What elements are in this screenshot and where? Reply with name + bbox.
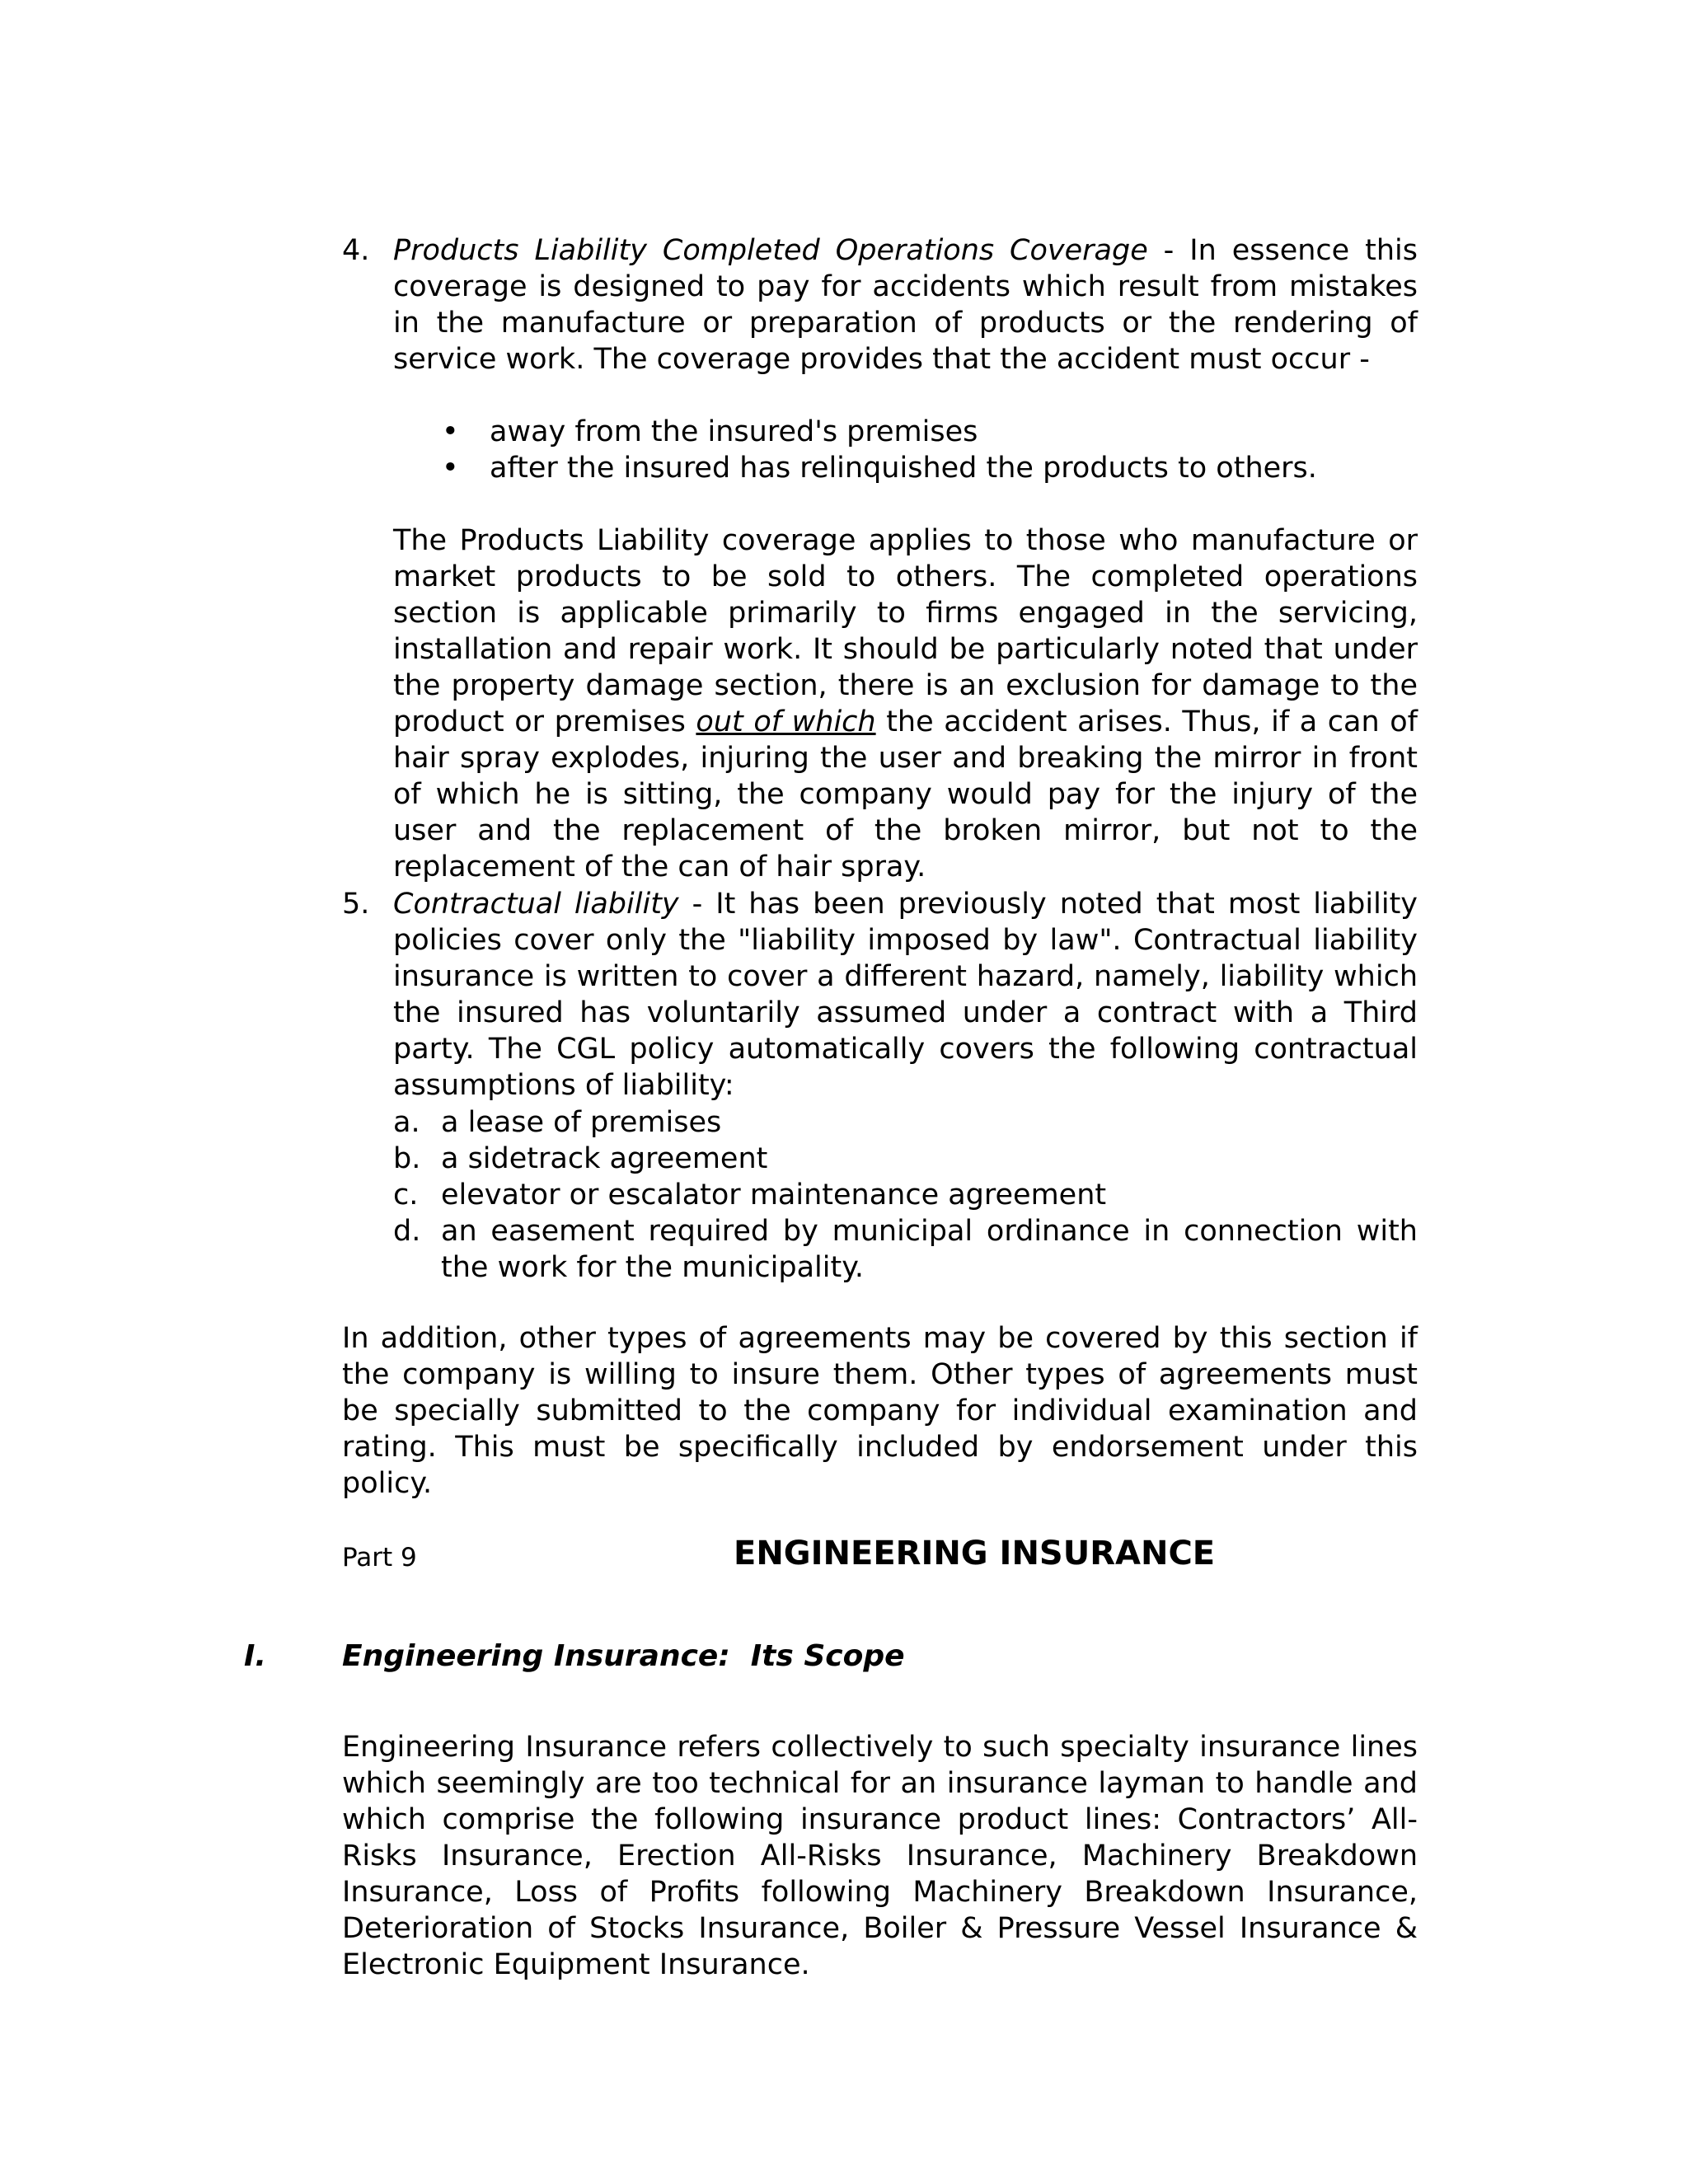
lettered-text: an easement required by municipal ordinance in connection with the work for the municipality.: [441, 1215, 1418, 1284]
paragraph-text: The Products Liability coverage applies to those who manufacture or market products to be sold to others. The completed operations section is applicable primarily to firms engaged in the servicing, installation and repair work. It should be particularly noted that under the property damage section, there is an exclusion for damage to the product or premises: [393, 524, 1418, 738]
item-term: Contractual liability: [393, 888, 679, 921]
paragraph-emphasis: out of which: [696, 705, 876, 738]
letter-mark: c.: [393, 1179, 419, 1212]
item-term: Products Liability Completed Operations Coverage: [393, 234, 1148, 267]
letter-mark: a.: [393, 1106, 420, 1139]
bullet-icon: •: [442, 415, 459, 448]
paragraph-text: the accident arises. Thus, if a can of hair spray explodes, injuring the user and breaking the mirror in front of which he is sitting, the company would pay for the injury of the user and the replacement of the broken mirror, but not to the replacement of the can of hair spray.: [393, 705, 1418, 883]
bullet-icon: •: [442, 452, 459, 485]
bullet-list: [442, 414, 1414, 486]
lettered-list: [393, 1104, 1418, 1286]
addition-paragraph: In addition, other types of agreements may be covered by this section if the company is willing to insure them. Other types of agreements must be specially submitted to the company for individual examination and rating. This must be specifically included by endorsement under this policy.: [342, 1322, 1418, 1500]
part-heading: ENGINEERING INSURANCE: [734, 1535, 1216, 1572]
lettered-item: [393, 1177, 1418, 1213]
lettered-text: elevator or escalator maintenance agreement: [441, 1179, 1107, 1212]
section-number: I.: [244, 1639, 267, 1673]
lettered-text: a lease of premises: [441, 1106, 722, 1139]
section-paragraph: Engineering Insurance refers collectively to such specialty insurance lines which seemingly are too technical for an insurance layman to handle and which comprise the following insurance product lines: Contractors’ All-Risks Insurance, Erection All-Risks Insurance, Machinery Breakdown Insurance, Loss of Profits following Machinery Breakdown Insurance, Deterioration of Stocks Insurance, Boiler & Pressure Vessel Insurance & Electronic Equipment Insurance.: [342, 1731, 1418, 1981]
section-heading: Engineering Insurance: Its Scope: [342, 1639, 905, 1673]
bullet-item: [442, 414, 1414, 450]
part-label: Part 9: [342, 1543, 417, 1572]
item-text: - It has been previously noted that most liability policies cover only the "liability imposed by law". Contractual liability insurance is written to cover a different hazard, namely, liability which the insured has voluntarily assumed under a contract with a Third party. The CGL policy automatically covers the following contractual assumptions of liability:: [393, 888, 1418, 1102]
item-body: [393, 232, 1418, 377]
item-text: - In essence this coverage is designed to pay for accidents which result from mistakes in the manufacture or preparation of products or the rendering of service work. The coverage provides that the accident must occur -: [393, 234, 1418, 376]
list-item-5: [342, 886, 1418, 1104]
lettered-item: [393, 1213, 1418, 1286]
bullet-text: away from the insured's premises: [490, 415, 978, 448]
lettered-text: a sidetrack agreement: [441, 1142, 768, 1175]
item-number: 4.: [342, 234, 370, 267]
letter-mark: b.: [393, 1142, 421, 1175]
products-liability-paragraph: [393, 523, 1418, 885]
bullet-text: after the insured has relinquished the products to others.: [490, 452, 1317, 485]
item-body: [393, 886, 1418, 1104]
lettered-item: [393, 1141, 1418, 1177]
lettered-item: [393, 1104, 1418, 1141]
bullet-item: [442, 450, 1414, 486]
letter-mark: d.: [393, 1215, 421, 1248]
list-item-4: [342, 232, 1418, 377]
item-number: 5.: [342, 888, 370, 921]
